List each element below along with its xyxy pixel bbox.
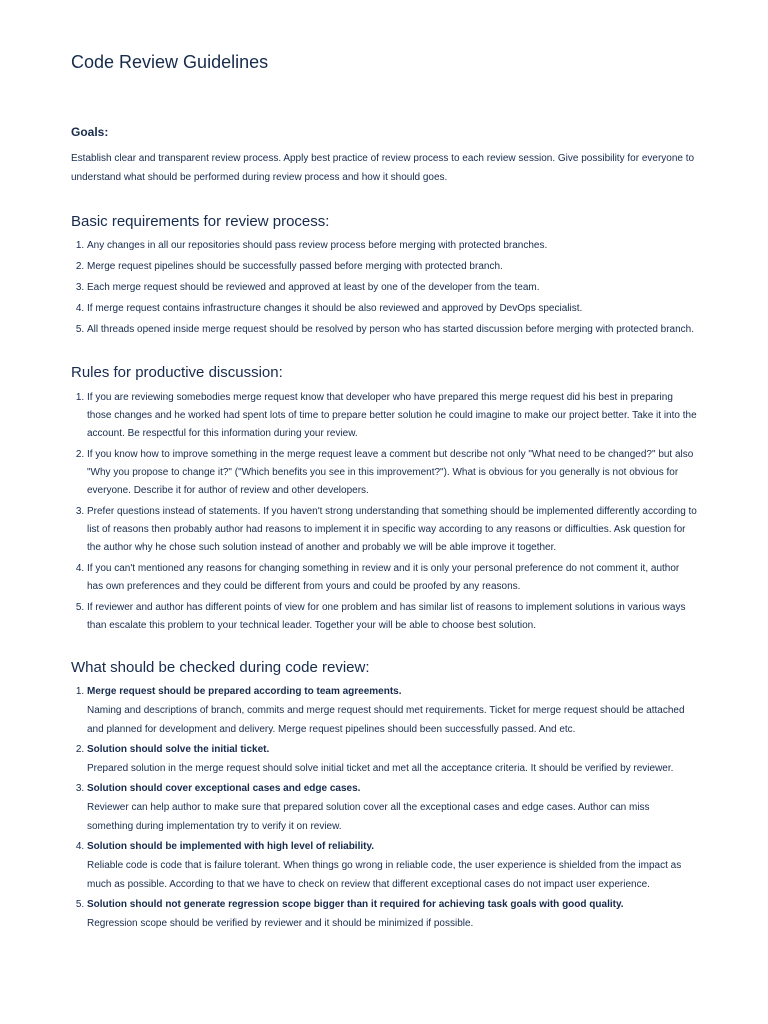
list-item: 4. If merge request contains infrastructure changes it should be also reviewed and approved by DevOps specialist. — [87, 300, 698, 318]
list-item: 2. If you know how to improve something in the merge request leave a comment but describe not only "What need to be changed?" but also "Why you propose to change it?" ("Which benefits you see in this improvement?"). What is obvious for you generally is not obvious for everyone. Describe it for author of review and other developers. — [87, 446, 698, 500]
list-item — [87, 895, 698, 933]
list-item — [87, 779, 698, 836]
check-item-desc: Regression scope should be verified by reviewer and it should be minimized if possible. — [87, 918, 474, 929]
list-item — [87, 837, 698, 894]
list-item: 2. Merge request pipelines should be successfully passed before merging with protected branch. — [87, 258, 698, 276]
basic-requirements-heading: Basic requirements for review process: — [71, 213, 330, 230]
basic-requirements-list — [71, 237, 698, 339]
check-item-desc: Prepared solution in the merge request should solve initial ticket and met all the acceptance criteria. It should be verified by reviewer. — [87, 763, 674, 774]
goals-label: Goals: — [71, 125, 109, 139]
goals-text: Establish clear and transparent review process. Apply best practice of review process to each review session. Give possibility for everyone to understand what should be performed during review process and how it should goes. — [71, 153, 695, 183]
rules-list — [71, 389, 698, 635]
list-item: 1. Any changes in all our repositories should pass review process before merging with protected branches. — [87, 237, 698, 255]
list-item — [87, 740, 698, 778]
check-item-title: 5. Solution should not generate regression scope bigger than it required for achieving task goals with good quality. — [87, 899, 624, 910]
list-item: 3. Each merge request should be reviewed and approved at least by one of the developer from the team. — [87, 279, 698, 297]
check-item-title: 1. Merge request should be prepared according to team agreements. — [87, 686, 402, 697]
list-item: 5. All threads opened inside merge request should be resolved by person who has started discussion before merging with protected branch. — [87, 321, 698, 339]
rules-heading: Rules for productive discussion: — [71, 364, 283, 381]
check-item-title: 3. Solution should cover exceptional cases and edge cases. — [87, 783, 361, 794]
page-title: Code Review Guidelines — [71, 52, 269, 72]
list-item: 3. Prefer questions instead of statements. If you haven't strong understanding that something should be implemented differently according to list of reasons then probably author had reasons to implement it in specific way according to any reasons or difficulties. Ask question for the author why he chose such solution instead of another and probably we will be able improve it together. — [87, 503, 698, 557]
list-item — [87, 682, 698, 739]
list-item: 1. If you are reviewing somebodies merge request know that developer who have prepared this merge request did his best in preparing those changes and he worked had spent lots of time to prepare better solution he could imagine to make our project better. Take it into the account. Be respectful for this information during your review. — [87, 389, 698, 443]
list-item: 5. If reviewer and author has different points of view for one problem and has similar list of reasons to implement solutions in various ways than escalate this problem to your technical leader. Together your will be able to choose best solution. — [87, 599, 698, 635]
checks-heading: What should be checked during code review: — [71, 659, 370, 676]
check-item-desc: Reliable code is code that is failure tolerant. When things go wrong in reliable code, the user experience is shielded from the impact as much as possible. According to that we have to check on review that different exceptional cases do not impact user experience. — [87, 860, 682, 890]
checks-list — [71, 682, 698, 933]
check-item-title: 4. Solution should be implemented with high level of reliability. — [87, 841, 375, 852]
check-item-desc: Naming and descriptions of branch, commits and merge request should met requirements. Ticket for merge request should be attached and planned for development and delivery. Merge request pipelines should been successfully passed. And etc. — [87, 705, 685, 735]
check-item-desc: Reviewer can help author to make sure that prepared solution cover all the exceptional cases and edge cases. Author can miss something during implementation try to verify it on review. — [87, 802, 650, 832]
check-item-title: 2. Solution should solve the initial ticket. — [87, 744, 270, 755]
list-item: 4. If you can't mentioned any reasons for changing something in review and it is only your personal preference do not comment it, author has own preferences and they could be different from yours and could be proofed by any reasons. — [87, 560, 698, 596]
